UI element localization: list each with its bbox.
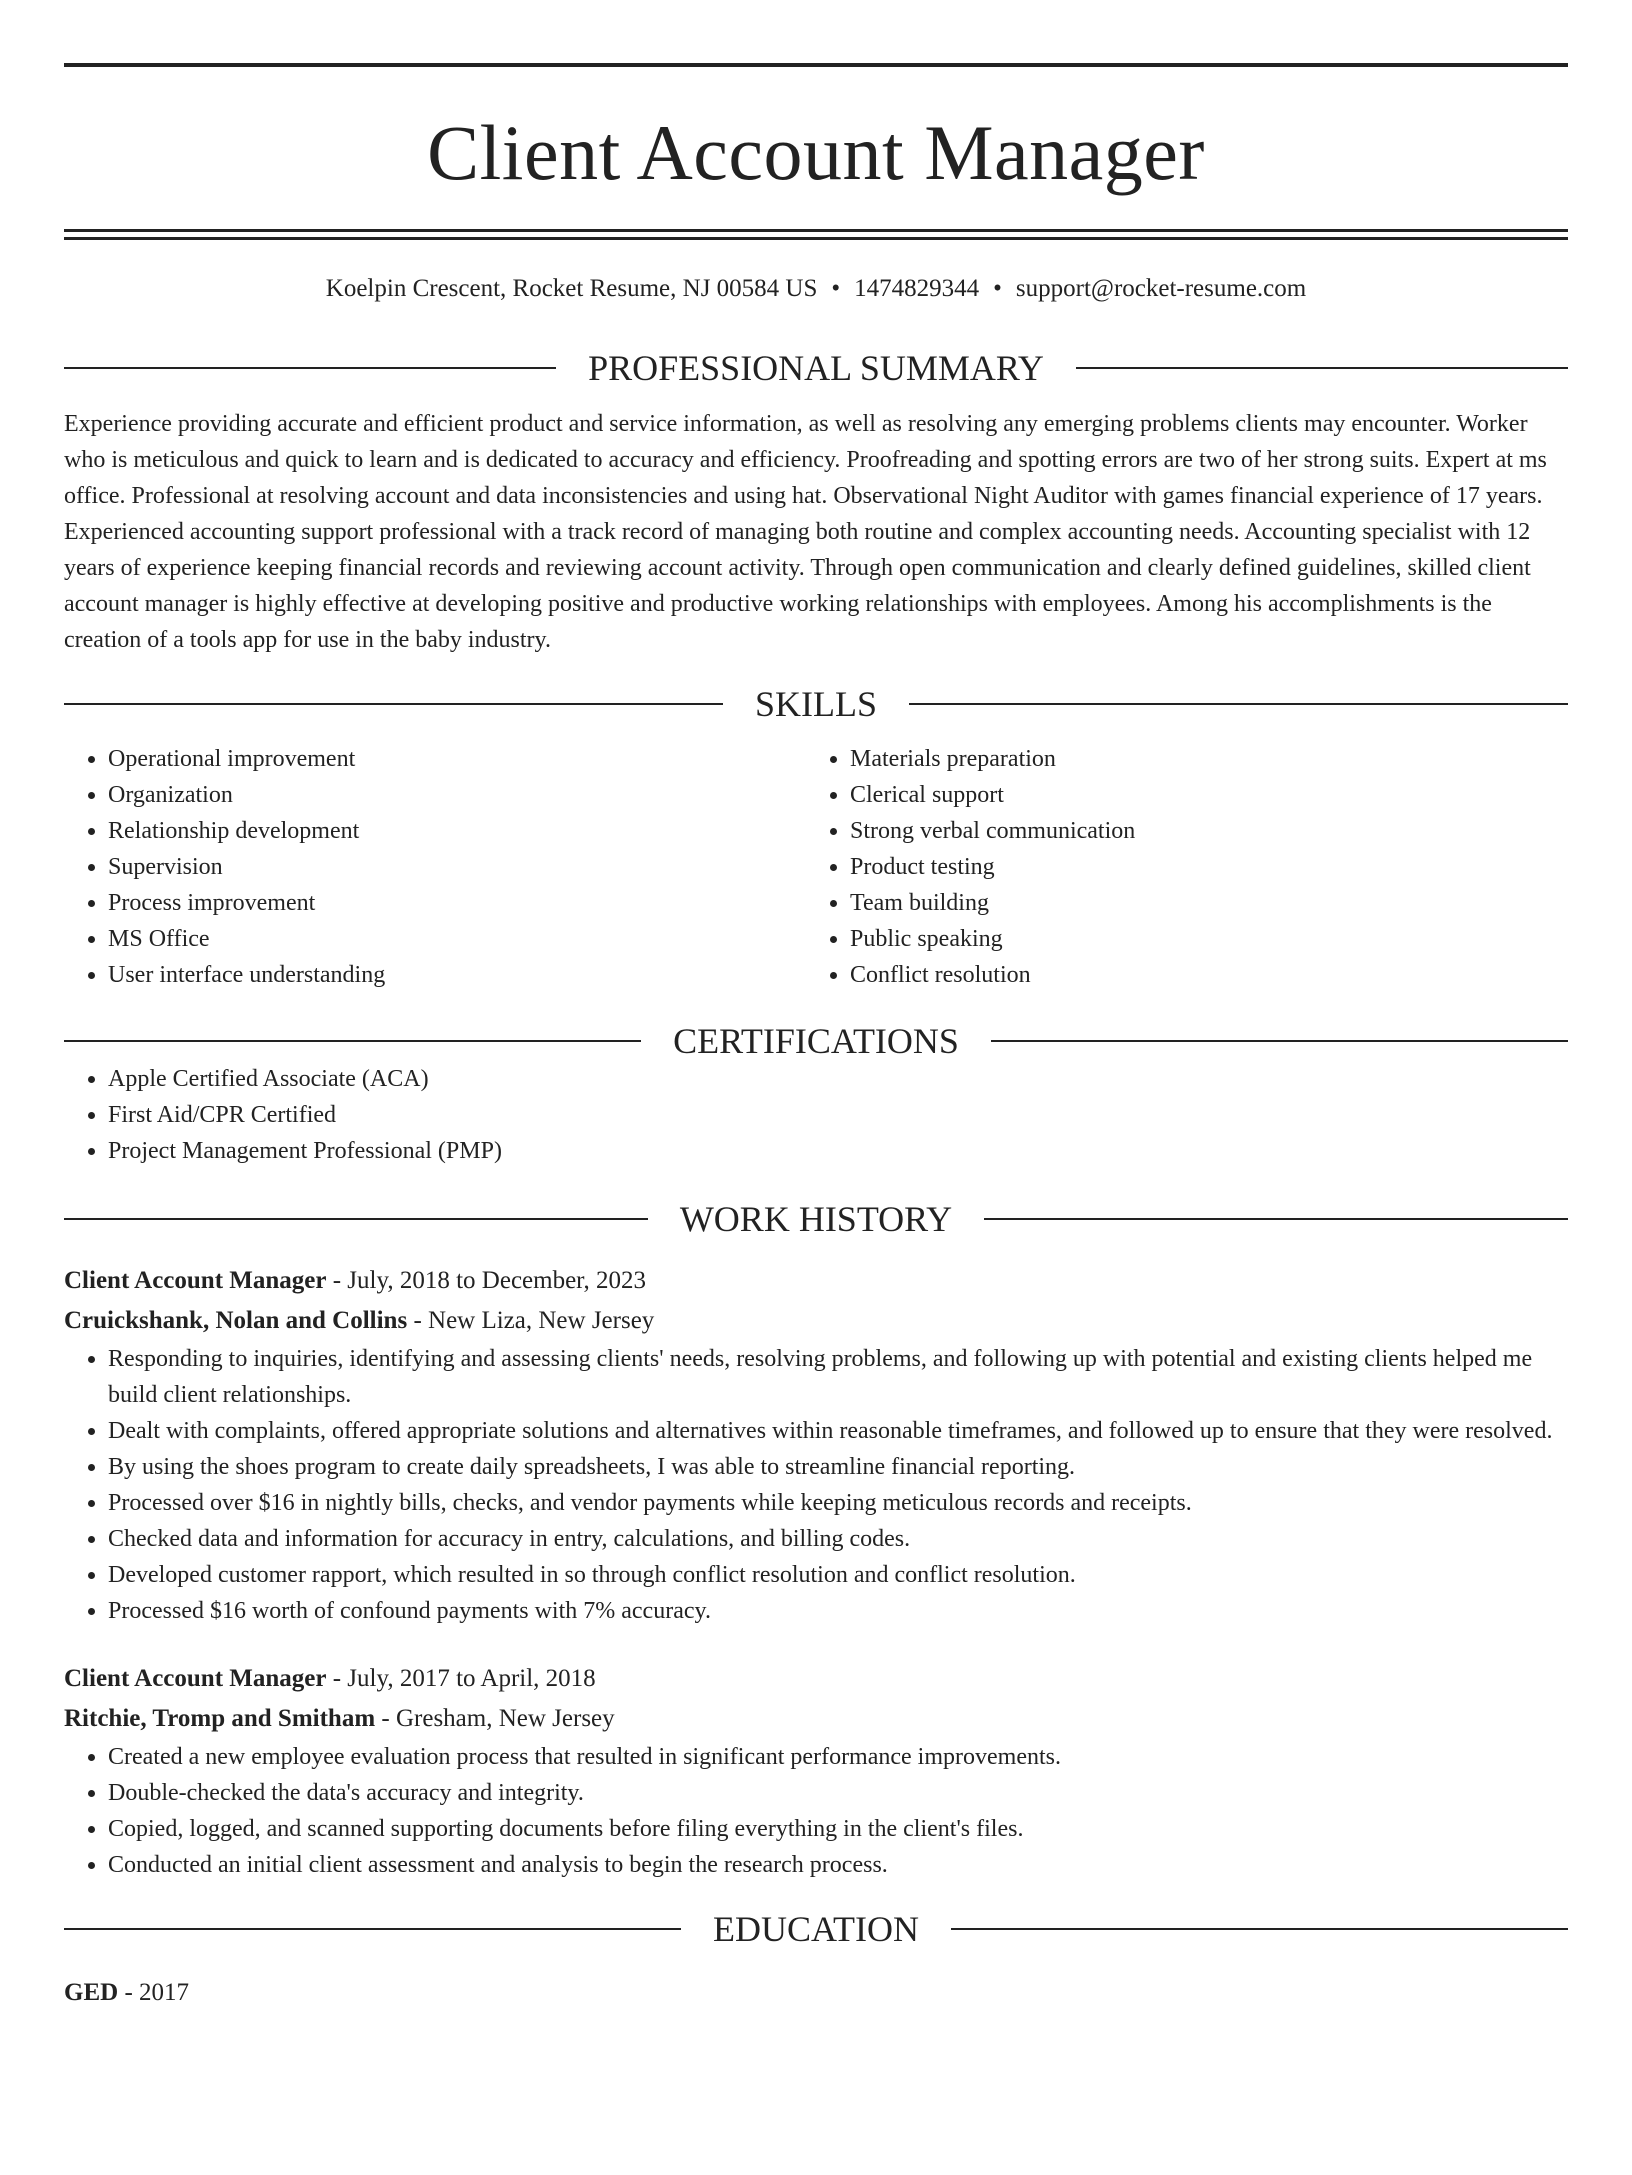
- summary-text: Experience providing accurate and efficient product and service information, as well as resolving any emerging problems clients may encounter. Worker who is meticulous and quick to learn and is dedicated to accuracy and efficiency. Proofreading and spotting errors are two of her strong suits. Expert at ms office. Professional at resolving account and data inconsistencies and using hat. Observational Night Auditor with games financial experience of 17 years. Experienced accounting support professional with a track record of managing both routine and complex accounting needs. Accounting specialist with 12 years of experience keeping financial records and reviewing account activity. Through open communication and clearly defined guidelines, skilled client account manager is highly effective at developing positive and productive working relationships with employees. Among his accomplishments is the creation of a tools app for use in the baby industry.: [64, 411, 1547, 653]
- job-company-line: [64, 1301, 1568, 1341]
- education-heading: [64, 1909, 1568, 1949]
- contact-line: [64, 272, 1568, 306]
- contact-separator: •: [993, 275, 1002, 302]
- heading-rule-right: [1076, 367, 1568, 369]
- job-bullet: • Copied, logged, and scanned supporting documents before filing everything in the client's files.: [108, 1811, 1568, 1847]
- heading-rule-right: [991, 1040, 1568, 1042]
- skill-item: • Product testing: [850, 849, 1568, 885]
- summary-heading: [64, 348, 1568, 388]
- job-title-line: [64, 1261, 1568, 1301]
- education-degree: GED: [64, 1979, 119, 2006]
- header-top-rule: [64, 63, 1568, 67]
- job-entry: [64, 1261, 1568, 1629]
- job-bullet: • Conducted an initial client assessment and analysis to begin the research process.: [108, 1847, 1568, 1883]
- job-company-line: [64, 1699, 1568, 1739]
- heading-rule-right: [909, 703, 1568, 705]
- header-double-rule: [64, 229, 1568, 240]
- contact-email[interactable]: support@rocket-resume.com: [1015, 275, 1307, 302]
- job-bullet: • Double-checked the data's accuracy and integrity.: [108, 1775, 1568, 1811]
- skill-item: • Strong verbal communication: [850, 813, 1568, 849]
- skills-list-left: [64, 741, 806, 993]
- job-bullet: • Checked data and information for accuracy in entry, calculations, and billing codes.: [108, 1521, 1568, 1557]
- skill-item: • Process improvement: [108, 885, 806, 921]
- skill-item: • Operational improvement: [108, 741, 806, 777]
- job-entry: [64, 1659, 1568, 1883]
- skill-item: • Conflict resolution: [850, 957, 1568, 993]
- job-location: - New Liza, New Jersey: [407, 1307, 655, 1334]
- job-title-line: [64, 1659, 1568, 1699]
- heading-rule-left: [64, 1928, 681, 1930]
- skills-heading-title: SKILLS: [755, 684, 878, 724]
- contact-separator: •: [831, 275, 841, 302]
- heading-rule-left: [64, 367, 556, 369]
- skills-list-right: [806, 741, 1568, 993]
- resume-page: [0, 63, 1632, 2175]
- summary-heading-title: PROFESSIONAL SUMMARY: [588, 348, 1044, 388]
- certifications-heading: [64, 1021, 1568, 1061]
- skill-item: • Materials preparation: [850, 741, 1568, 777]
- job-title: Client Account Manager: [64, 1267, 327, 1294]
- heading-rule-left: [64, 1218, 648, 1220]
- job-bullet: • Created a new employee evaluation process that resulted in significant performance improvements.: [108, 1739, 1568, 1775]
- contact-address: Koelpin Crescent, Rocket Resume, NJ 00584 US: [325, 275, 818, 302]
- heading-rule-right: [951, 1928, 1568, 1930]
- job-bullet: • Processed over $16 in nightly bills, checks, and vendor payments while keeping meticulous records and receipts.: [108, 1485, 1568, 1521]
- heading-rule-right: [984, 1218, 1568, 1220]
- job-bullet: • Developed customer rapport, which resulted in so through conflict resolution and conflict resolution.: [108, 1557, 1568, 1593]
- job-bullets: [64, 1341, 1568, 1629]
- skills-heading: [64, 684, 1568, 724]
- job-bullet: • Processed $16 worth of confound payments with 7% accuracy.: [108, 1593, 1568, 1629]
- skill-item: • Clerical support: [850, 777, 1568, 813]
- job-title: Client Account Manager: [64, 1665, 327, 1692]
- certifications-heading-title: CERTIFICATIONS: [673, 1021, 959, 1061]
- skill-item: • Team building: [850, 885, 1568, 921]
- job-dates: - July, 2018 to December, 2023: [326, 1267, 646, 1294]
- job-location: - Gresham, New Jersey: [375, 1705, 615, 1732]
- resume-name: Client Account Manager: [427, 109, 1205, 196]
- work-history-heading-title: WORK HISTORY: [679, 1199, 953, 1239]
- heading-rule-left: [64, 703, 723, 705]
- job-company: Cruickshank, Nolan and Collins: [64, 1307, 408, 1334]
- education-entry: [64, 1973, 1568, 2013]
- job-company: Ritchie, Tromp and Smitham: [64, 1705, 376, 1732]
- work-history-heading: [64, 1199, 1568, 1239]
- skill-item: • Relationship development: [108, 813, 806, 849]
- heading-rule-left: [64, 1040, 641, 1042]
- skills-grid: [64, 741, 1568, 993]
- job-bullet: • Dealt with complaints, offered appropriate solutions and alternatives within reasonable timeframes, and followed up to ensure that they were resolved.: [108, 1413, 1568, 1449]
- education-year: - 2017: [118, 1979, 190, 2006]
- skill-item: • Supervision: [108, 849, 806, 885]
- certifications-list: [64, 1061, 1568, 1169]
- skill-item: • MS Office: [108, 921, 806, 957]
- skill-item: • Organization: [108, 777, 806, 813]
- certification-item: • Apple Certified Associate (ACA): [108, 1061, 1568, 1097]
- job-bullets: [64, 1739, 1568, 1883]
- skill-item: • Public speaking: [850, 921, 1568, 957]
- certification-item: • First Aid/CPR Certified: [108, 1097, 1568, 1133]
- certification-item: • Project Management Professional (PMP): [108, 1133, 1568, 1169]
- job-bullet: • Responding to inquiries, identifying and assessing clients' needs, resolving problems, and following up with potential and existing clients helped me build client relationships.: [108, 1341, 1568, 1413]
- contact-phone[interactable]: 1474829344: [854, 275, 980, 302]
- job-bullet: • By using the shoes program to create daily spreadsheets, I was able to streamline financial reporting.: [108, 1449, 1568, 1485]
- education-heading-title: EDUCATION: [713, 1909, 919, 1949]
- skill-item: • User interface understanding: [108, 957, 806, 993]
- job-dates: - July, 2017 to April, 2018: [326, 1665, 596, 1692]
